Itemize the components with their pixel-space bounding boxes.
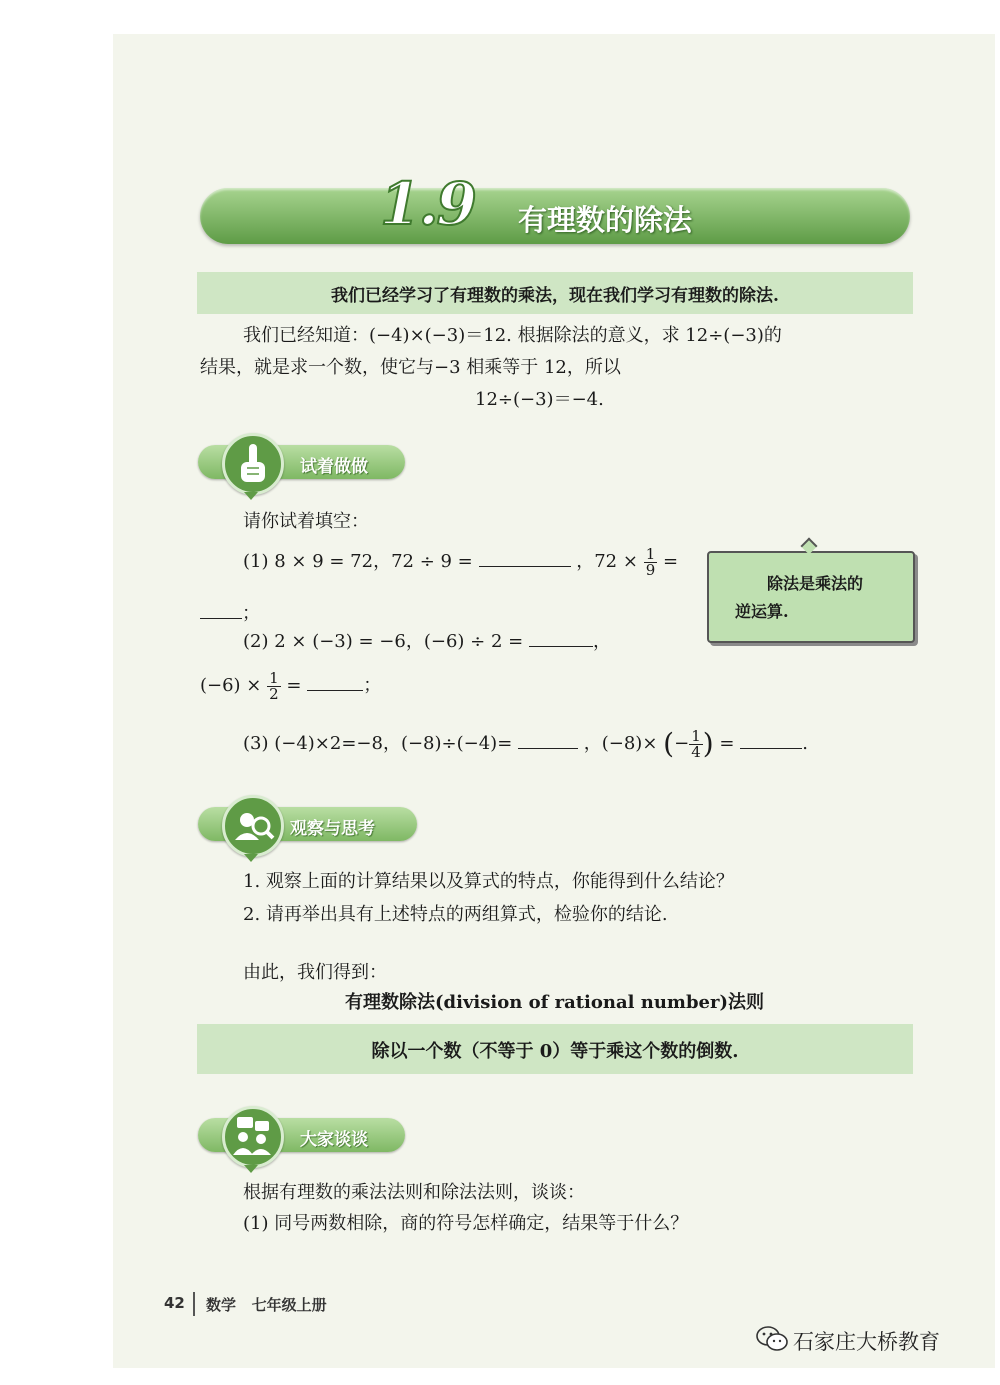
wechat-badge — [755, 1325, 789, 1357]
left-paren: ( — [663, 727, 675, 760]
conclusion-lead: 由此，我们得到： — [243, 962, 387, 983]
try-badge-pointer — [244, 492, 258, 500]
try-item-3-b: ，(−8)× — [583, 733, 658, 754]
observe-question-1: 1. 观察上面的计算结果以及算式的特点，你能得到什么结论？ — [243, 871, 734, 892]
answer-blank-2[interactable] — [200, 598, 242, 619]
section-title: 有理数的除法 — [518, 203, 693, 237]
try-item-1-end: ； — [242, 603, 260, 624]
answer-blank-5[interactable] — [518, 728, 578, 749]
try-badge — [222, 433, 284, 495]
fraction-numerator: 1 — [269, 668, 279, 687]
fraction-denominator: 2 — [269, 684, 279, 703]
magnifier-person-icon — [225, 798, 281, 854]
raised-finger-icon — [225, 436, 281, 492]
try-item-2-b: ， — [592, 631, 611, 652]
rule-banner — [197, 1024, 913, 1074]
callout-note — [707, 551, 915, 643]
discuss-lead: 根据有理数的乘法法则和除法法则，谈谈： — [243, 1182, 585, 1203]
rule-text: 除以一个数（不等于 0）等于乘这个数的倒数. — [371, 1041, 739, 1062]
try-prompt: 请你试着填空： — [243, 511, 369, 532]
footer-divider — [193, 1292, 195, 1316]
discuss-badge-pointer — [244, 1165, 258, 1173]
intro-banner — [197, 272, 913, 314]
try-section-label: 试着做做 — [300, 457, 368, 477]
fraction-numerator: 1 — [691, 726, 701, 745]
fraction-1-9 — [644, 544, 658, 579]
try-item-3-a: (3) (−4)×2=−8，(−8)÷(−4)= — [243, 733, 513, 754]
try-item-2-c: (−6) × — [200, 675, 262, 696]
answer-blank-6[interactable] — [740, 728, 802, 749]
rule-title: 有理数除法(division of rational number)法则 — [345, 992, 765, 1013]
discuss-badge — [222, 1106, 284, 1168]
answer-blank-1[interactable] — [479, 546, 571, 567]
page-number: 42 — [164, 1294, 185, 1312]
fraction-1-4 — [689, 726, 703, 761]
try-item-2 — [243, 626, 611, 658]
paragraph-line-2: 结果，就是求一个数，使它与−3 相乘等于 12，所以 — [200, 357, 621, 378]
observe-badge — [222, 795, 284, 857]
try-item-2-end: ； — [363, 675, 382, 696]
paragraph-equation: 12÷(−3)＝−4. — [475, 389, 604, 410]
callout-line-2: 逆运算. — [735, 602, 789, 621]
try-item-1-b: ，72 × — [576, 551, 638, 572]
observe-section-label: 观察与思考 — [290, 819, 375, 839]
try-item-1-c: = — [662, 551, 679, 572]
try-item-3 — [243, 728, 808, 760]
right-paren: ) — [702, 727, 714, 760]
paragraph-line-1: 我们已经知道：(−4)×(−3)＝12. 根据除法的意义，求 12÷(−3)的 — [243, 325, 782, 346]
minus-sign: − — [674, 733, 690, 754]
book-title: 数学 七年级上册 — [206, 1296, 327, 1314]
try-item-1 — [243, 546, 678, 578]
fraction-numerator: 1 — [645, 544, 656, 563]
discussion-people-icon — [225, 1109, 281, 1165]
fraction-denominator: 4 — [691, 742, 701, 761]
intro-banner-text: 我们已经学习了有理数的乘法，现在我们学习有理数的除法. — [331, 286, 779, 306]
answer-blank-4[interactable] — [307, 670, 363, 691]
discuss-section-label: 大家谈谈 — [300, 1130, 368, 1150]
answer-blank-3[interactable] — [529, 626, 593, 647]
observe-question-2: 2. 请再举出具有上述特点的两组算式，检验你的结论. — [243, 904, 668, 925]
wechat-icon — [755, 1325, 789, 1353]
fraction-denominator: 9 — [645, 560, 656, 579]
section-number: 1.9 — [380, 170, 475, 238]
try-item-2-cont — [200, 670, 381, 702]
try-item-2-a: (2) 2 × (−3) = −6，(−6) ÷ 2 = — [243, 631, 524, 652]
fraction-1-2 — [267, 668, 281, 703]
watermark-text: 石家庄大桥教育 — [793, 1330, 940, 1354]
callout-line-1: 除法是乘法的 — [767, 574, 864, 593]
try-item-3-end: . — [802, 733, 808, 754]
discuss-question-1: (1) 同号两数相除，商的符号怎样确定，结果等于什么？ — [243, 1213, 689, 1234]
observe-badge-pointer — [244, 854, 258, 862]
try-item-2-d: = — [286, 675, 302, 696]
try-item-1-a: (1) 8 × 9 = 72，72 ÷ 9 = — [243, 551, 473, 572]
try-item-3-c: = — [719, 733, 735, 754]
